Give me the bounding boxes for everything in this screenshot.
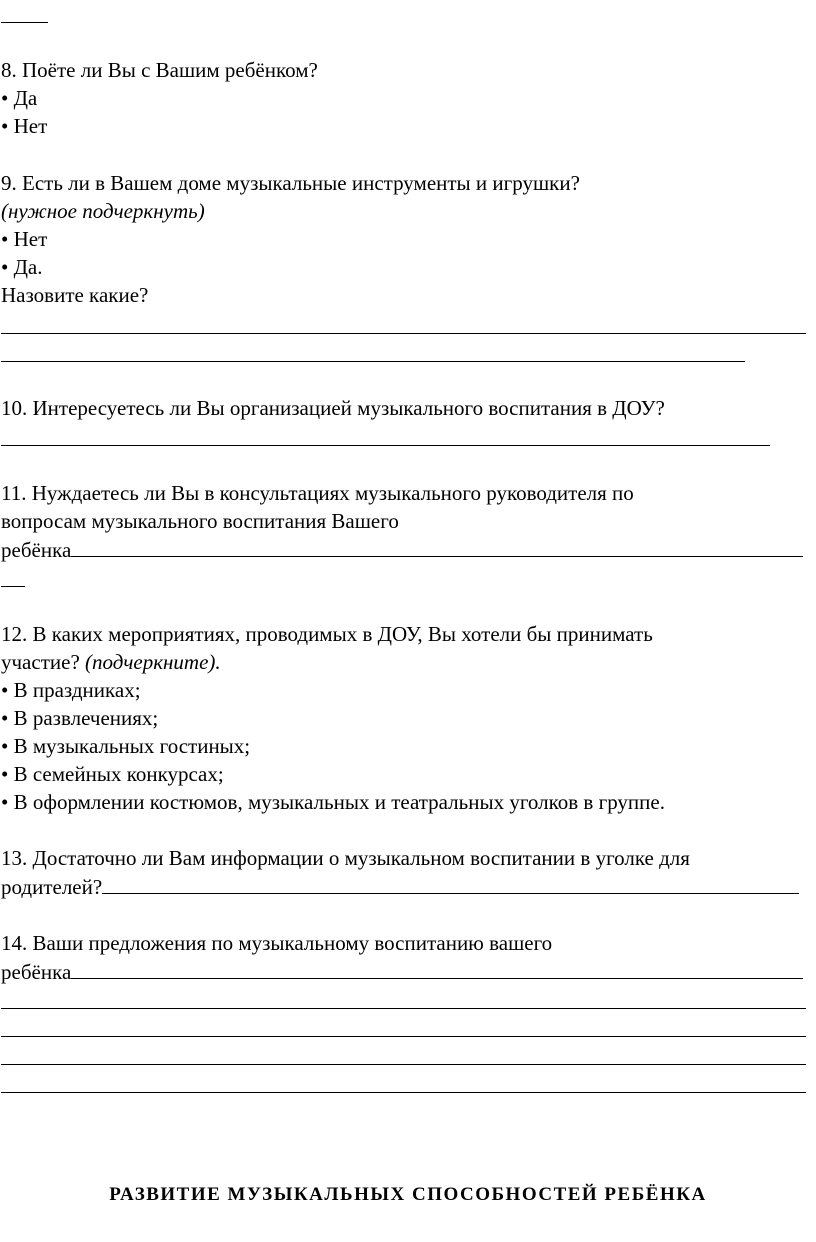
option-item: • В семейных конкурсах; [1,762,224,786]
option-item: • Нет [1,227,48,251]
followup-text: Назовите какие? [1,283,149,307]
question-text [1,536,803,564]
question-text: 13. Достаточно ли Вам информации о музыкальном воспитании в уголке для [1,846,690,870]
answer-line[interactable] [1,1008,806,1009]
option-item: • В праздниках; [1,678,141,702]
answer-line[interactable] [1,1064,806,1065]
question-text: вопросам музыкального воспитания Вашего [1,509,399,533]
option-item: • В музыкальных гостиных; [1,734,251,758]
answer-line[interactable] [1,586,25,587]
answer-line[interactable] [102,873,799,894]
answer-line[interactable] [1,1092,806,1093]
section-heading: РАЗВИТИЕ МУЗЫКАЛЬНЫХ СПОСОБНОСТЕЙ РЕБЁНКА [109,1184,707,1205]
option-item: • Нет [1,114,48,138]
question-text-end: ребёнка [1,960,72,984]
instruction-note: (нужное подчеркнуть) [1,199,205,223]
answer-line [1,22,48,23]
question-text: 12. В каких мероприятиях, проводимых в ДОУ, Вы хотели бы принимать [1,622,653,646]
answer-line[interactable] [1,333,806,334]
option-item: • Да [1,86,38,110]
question-text: 14. Ваши предложения по музыкальному воспитанию вашего [1,931,553,955]
question-text: 11. Нуждаетесь ли Вы в консультациях музыкального руководителя по [1,481,634,505]
instruction-note: (подчеркните). [85,650,221,674]
question-text [1,649,221,676]
option-item: • В оформлении костюмов, музыкальных и театральных уголков в группе. [1,790,665,814]
answer-line[interactable] [1,1036,806,1037]
question-text [1,873,799,901]
answer-line[interactable] [71,536,803,557]
question-text-start: участие? [1,650,80,674]
question-text: 9. Есть ли в Вашем доме музыкальные инструменты и игрушки? [1,171,580,195]
answer-line[interactable] [71,958,803,979]
question-text: 8. Поёте ли Вы с Вашим ребёнком? [1,58,318,82]
option-item: • В развлечениях; [1,706,159,730]
answer-line[interactable] [1,445,770,446]
question-text-end: родителей? [1,875,103,899]
question-text: 10. Интересуетесь ли Вы организацией музыкального воспитания в ДОУ? [1,396,665,420]
answer-line[interactable] [1,361,745,362]
question-text-end: ребёнка [1,538,72,562]
option-item: • Да. [1,255,43,279]
question-text [1,958,803,986]
